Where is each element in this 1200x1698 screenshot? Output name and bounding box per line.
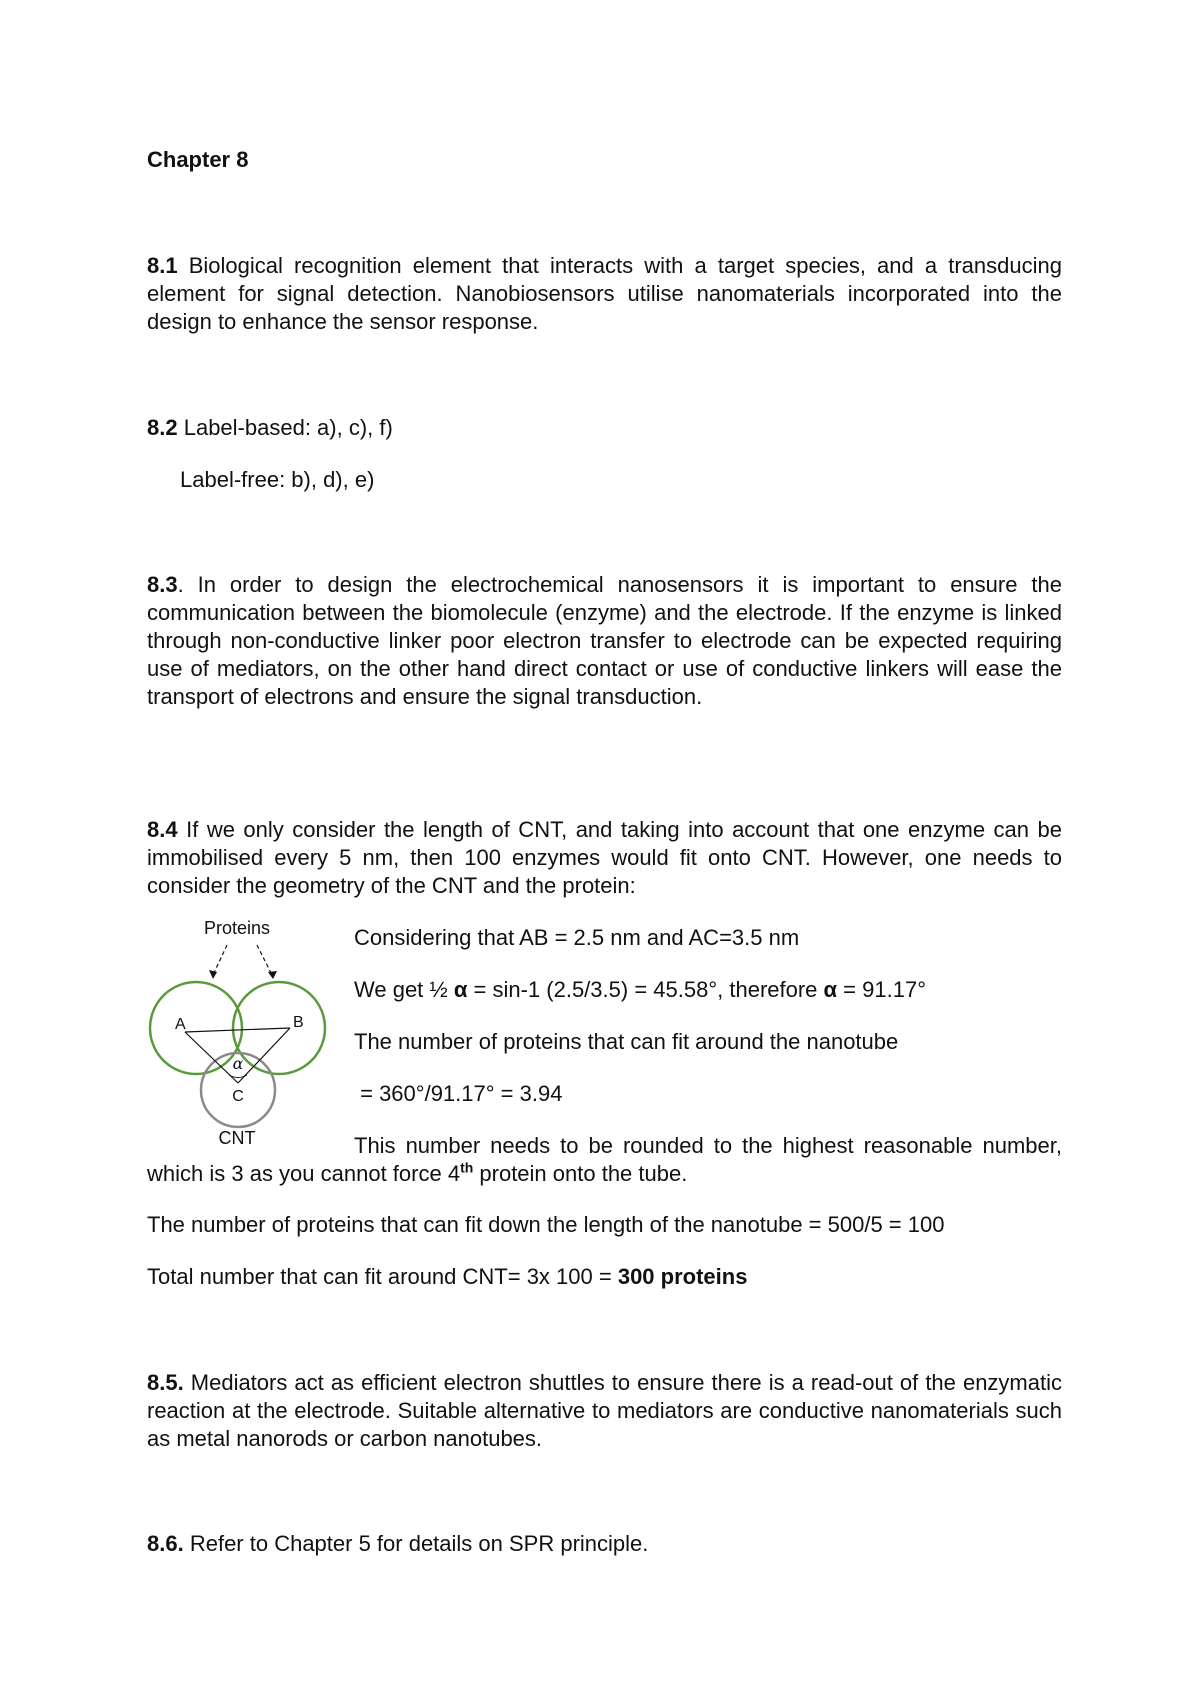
answer-8-4-line2 bbox=[354, 976, 926, 1004]
answer-8-5 bbox=[147, 1369, 1062, 1453]
ordinal-suffix: th bbox=[460, 1159, 474, 1176]
protein-circle-a bbox=[150, 982, 242, 1074]
answer-text: Mediators act as efficient electron shuttles to ensure there is a read-out of the enzymatic reaction at the electrode. Suitable alternative to mediators are conductive nanomaterials such as metal nanorods or carbon nanotubes. bbox=[147, 1370, 1062, 1451]
answer-text: . In order to design the electrochemical nanosensors it is important to ensure the communication between the biomolecule (enzyme) and the electrode. If the enzyme is linked through non-conductive linker poor electron transfer to electrode can be expected requiring use of mediators, on the other hand direct contact or use of conductive linkers will ease the transport of electrons and ensure the signal transduction. bbox=[147, 572, 1062, 709]
arrow-left-head bbox=[209, 970, 217, 979]
chapter-title: Chapter 8 bbox=[147, 147, 249, 172]
label-c: C bbox=[232, 1088, 244, 1105]
answer-8-4-line6: The number of proteins that can fit down the length of the nanotube = 500/5 = 100 bbox=[147, 1212, 945, 1237]
question-number: 8.4 bbox=[147, 817, 178, 842]
answer-8-4-intro bbox=[147, 816, 1062, 900]
answer-8-4-line5 bbox=[147, 1132, 1062, 1188]
question-number: 8.2 bbox=[147, 415, 178, 440]
line-ab bbox=[185, 1028, 290, 1032]
label-a: A bbox=[175, 1016, 186, 1033]
line2-part-b: = sin-1 (2.5/3.5) = 45.58°, therefore bbox=[467, 977, 824, 1002]
answer-text: Refer to Chapter 5 for details on SPR principle. bbox=[189, 1531, 649, 1556]
line2-part-c: = 91.17° bbox=[837, 977, 926, 1002]
answer-text: Biological recognition element that interacts with a target species, and a transducing element for signal detection. Nanobiosensors utilise nanomaterials incorporated into the design to enhance the sensor response. bbox=[147, 253, 1062, 334]
question-number: 8.5. bbox=[147, 1370, 184, 1395]
line7-part-a: Total number that can fit around CNT= 3x 100 = bbox=[147, 1264, 618, 1289]
answer-8-4-line4: = 360°/91.17° = 3.94 bbox=[354, 1081, 563, 1106]
label-alpha: α bbox=[232, 1054, 244, 1073]
line5-part-a: This number needs to be rounded to the highest reasonable number, which is 3 as you cannot force 4 bbox=[147, 1133, 1062, 1186]
alpha-symbol: α bbox=[823, 977, 838, 1002]
answer-8-2-label-based bbox=[147, 414, 393, 442]
arrow-left bbox=[213, 945, 227, 975]
answer-8-6 bbox=[147, 1530, 648, 1558]
label-b: B bbox=[293, 1014, 304, 1031]
arrow-right-head bbox=[268, 971, 277, 979]
label-based-text: Label-based: a), c), f) bbox=[183, 415, 393, 440]
question-number: 8.1 bbox=[147, 253, 178, 278]
arrow-right bbox=[257, 945, 272, 975]
proteins-label: Proteins bbox=[203, 918, 271, 938]
answer-8-4-line3: The number of proteins that can fit around the nanotube bbox=[354, 1029, 899, 1054]
question-number: 8.6. bbox=[147, 1531, 184, 1556]
answer-8-4-line1: Considering that AB = 2.5 nm and AC=3.5 nm bbox=[354, 925, 800, 950]
cnt-label: CNT bbox=[218, 1128, 256, 1148]
answer-text: If we only consider the length of CNT, and taking into account that one enzyme can be immobilised every 5 nm, then 100 enzymes would fit onto CNT. However, one needs to consider the geometry of the CNT and the protein: bbox=[147, 817, 1062, 898]
answer-8-3 bbox=[147, 571, 1062, 711]
line5-part-b: protein onto the tube. bbox=[473, 1161, 688, 1186]
alpha-symbol: α bbox=[453, 977, 468, 1002]
answer-8-2-label-free: Label-free: b), d), e) bbox=[180, 467, 375, 492]
question-number: 8.3 bbox=[147, 572, 178, 597]
answer-8-4-line7 bbox=[147, 1263, 747, 1291]
line2-part-a: We get ½ bbox=[354, 977, 454, 1002]
answer-8-1 bbox=[147, 252, 1062, 336]
total-proteins: 300 proteins bbox=[617, 1264, 748, 1289]
cnt-protein-diagram bbox=[147, 915, 337, 1150]
